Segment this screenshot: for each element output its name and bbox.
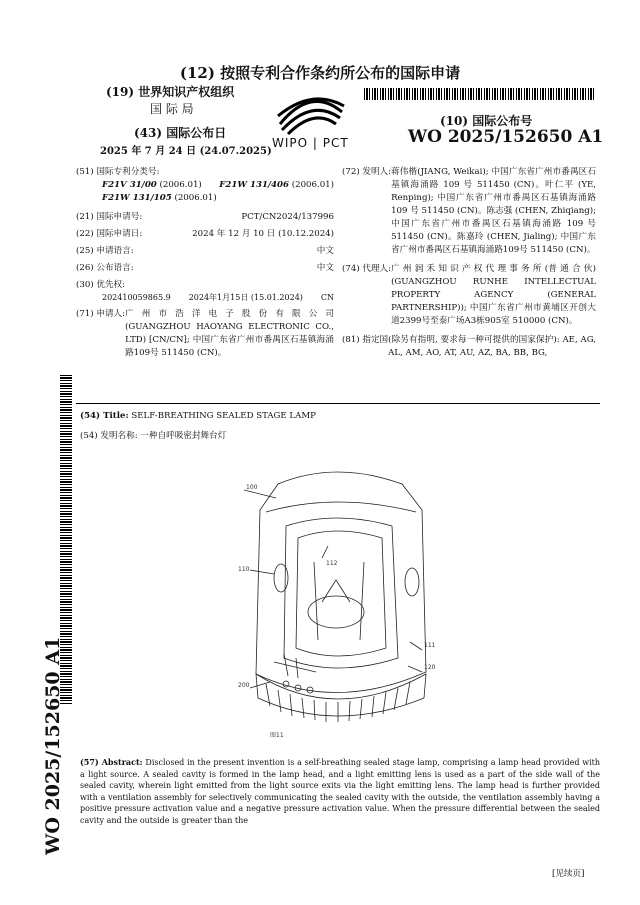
ipc-label: (51) 国际专利分类号: [76, 167, 160, 177]
ipc-3-version: (2006.01) [174, 193, 217, 203]
abstract-label: (57) Abstract: [80, 757, 143, 767]
filing-value: 2024 年 12 月 10 日 (10.12.2024) [192, 229, 334, 239]
pubdate-label: (43) 国际公布日 [134, 126, 227, 140]
agent-label: (74) 代理人: [342, 264, 392, 274]
logo-text: WIPO | PCT [272, 136, 349, 150]
document-title: (12) 按照专利合作条约所公布的国际申请 [179, 64, 461, 82]
drawing-label-100: 100 [246, 484, 258, 491]
ipc-1-version: (2006.01) [159, 180, 202, 190]
inventors-text: 蒋伟楷(JIANG, Weikai); 中国广东省广州市番禺区石基镇海涌路 109 号 511450 (CN)。叶仁平 (YE, Renping); 中国广东省广州市番禺区石基镇海涌路 109 号 511450 (CN)。陈志强 (CHEN, Zhiqiang); 中国广东省广州市番禺区石基镇海涌路 109 号 511450 (CN)。陈嘉玲 (CHEN, Jialing); 中国广东省广州市番禺区石基镇海涌路109号 511450 (CN)。 [391, 167, 597, 255]
lang-label: (25) 申请语言: [76, 246, 134, 256]
drawing-label-200: 200 [238, 682, 250, 689]
priority-date: 2024年1月15日 (15.01.2024) [188, 293, 303, 302]
publang-label: (26) 公布语言: [76, 263, 134, 273]
pubno-label: (10) 国际公布号 [440, 114, 533, 128]
stage-lamp-drawing [226, 462, 446, 742]
abstract-text: Disclosed in the present invention is a self-breathing sealed stage lamp, comprising a lamp head provided with a light source. A sealed cavity is formed in the lamp head, and a light emitting lens is used as a part of the side wall of the sealed cavity, wherein light emitted from the light source exits via the light emitting lens. The lamp head is further provided with a ventilation assembly for selectively communicating the sealed cavity with the outside, the ventilation assembly having a positive pressure activation value and a negative pressure activation value. When the pressure differential between the sealed cavity and the outside is greater than the [80, 758, 601, 825]
title-en: SELF-BREATHING SEALED STAGE LAMP [131, 411, 316, 421]
side-publication-number: WO 2025/152650 A1 [42, 636, 64, 855]
states-text: (除另有指明, 要求每一种可提供的国家保护): AE, AG, AL, AM, AO, AT, AU, AZ, BA, BB, BG, [388, 335, 596, 358]
office-name: (19) 世界知识产权组织 [106, 85, 235, 99]
divider [76, 403, 600, 404]
title-en-label: (54) Title: [80, 411, 129, 421]
appno-label: (21) 国际申请号: [76, 212, 143, 222]
pubdate-value: 2025 年 7 月 24 日 (24.07.2025) [100, 146, 272, 157]
lang-value: 中文 [316, 246, 334, 256]
applicant-label: (71) 申请人: [76, 308, 126, 319]
right-biblio [342, 166, 596, 360]
title-en-row [80, 410, 316, 423]
wipo-logo [268, 84, 354, 152]
title-zh-label: (54) 发明名称: [80, 431, 138, 441]
priority-number: 202410059865.9 [102, 293, 171, 302]
agent-text: 广 州 润 禾 知 识 产 权 代 理 事 务 所 (普 通 合 伙) (GUANGZHOU RUNHE INTELLECTUAL PROPERTY AGENCY (GENERAL PARTNERSHIP)); 中国广东省广州市黄埔区开创大道2399号至泰广场A3栋905室 510000 (CN)。 [391, 264, 596, 326]
title-zh-row [80, 430, 226, 443]
abstract [80, 757, 600, 826]
drawing-label-111: 111 [424, 642, 436, 649]
drawing-label-120: 120 [424, 664, 436, 671]
barcode [364, 88, 596, 100]
title-zh: 一种自呼吸密封舞台灯 [140, 431, 227, 441]
applicant-text: 广 州 市 浩 洋 电 子 股 份 有 限 公 司 (GUANGZHOU HAOYANG ELECTRONIC CO., LTD) [CN/CN]; 中国广东省广州市番禺区石基镇海涌路109号 511450 (CN)。 [125, 308, 334, 358]
publang-value: 中文 [316, 263, 334, 273]
drawing-label-112: 112 [326, 560, 338, 567]
patent-drawing [226, 462, 446, 742]
inventors-label: (72) 发明人: [342, 167, 392, 177]
publication-number: WO 2025/152650 A1 [408, 127, 604, 147]
left-biblio [76, 166, 334, 360]
ipc-1-code: F21V 31/00 [102, 180, 157, 190]
appno-value: PCT/CN2024/137996 [241, 212, 334, 222]
ipc-3-code: F21W 131/105 [102, 193, 172, 203]
priority-label: (30) 优先权: [76, 280, 126, 290]
figure-caption: 图11 [270, 732, 284, 739]
drawing-label-110: 110 [238, 566, 250, 573]
ipc-2-code: F21W 131/406 [219, 180, 290, 190]
states-label: (81) 指定国 [342, 335, 389, 345]
ipc-2-version: (2006.01) [291, 180, 334, 190]
priority-country: CN [320, 293, 334, 302]
filing-label: (22) 国际申请日: [76, 229, 143, 239]
bureau-name: 国 际 局 [150, 102, 194, 116]
continued-note: [见续页] [552, 869, 585, 879]
